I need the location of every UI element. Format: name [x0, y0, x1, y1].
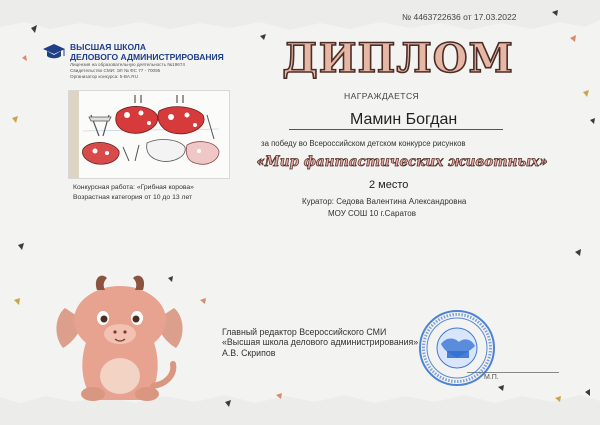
- editor-signature-block: [222, 327, 418, 358]
- organization-credentials: [70, 62, 185, 81]
- organization-name-line2: ДЕЛОВОГО АДМИНИСТРИРОВАНИЯ: [70, 52, 224, 62]
- certificate-serial-number: № 4463722636 от 17.03.2022: [402, 12, 517, 22]
- contest-name-text: «Мир фантастических животных»: [256, 154, 548, 170]
- school-name: МОУ СОШ 10 г.Саратов: [328, 209, 416, 218]
- curator-name: Куратор: Седова Валентина Александровна: [302, 197, 467, 206]
- organization-name-line1: ВЫСШАЯ ШКОЛА: [70, 42, 146, 52]
- award-place: 2 место: [369, 179, 409, 191]
- editor-organization-line: «Высшая школа делового администрирования»: [222, 337, 419, 348]
- editor-title-line: Главный редактор Всероссийского СМИ: [222, 327, 387, 337]
- mushroom-cow-drawing: [69, 91, 229, 178]
- organizer-line: Организатор конкурса: 5-BA.RU: [70, 74, 138, 80]
- organization-seal-stamp: [417, 308, 497, 388]
- organization-name: [70, 42, 224, 62]
- recipient-name: Мамин Богдан: [350, 111, 458, 128]
- media-registration-line: Свидетельство СМИ: ЭЛ № ФС 77 - 70095: [70, 68, 161, 74]
- diploma-title-text: ДИПЛОМ: [282, 35, 514, 82]
- contest-name-heading: [256, 150, 548, 172]
- artwork-age-category: Возрастная категория от 10 до 13 лет: [73, 194, 193, 201]
- award-occasion: за победу во Всероссийском детском конкурсе рисунков: [261, 139, 466, 148]
- artwork-title: Конкурсная работа: «Грибная корова»: [73, 184, 194, 191]
- stamp-place-mark: М.П.: [484, 374, 499, 381]
- license-line: Лицензия на образовательную деятельность №19674: [70, 62, 185, 67]
- artwork-caption: [73, 183, 194, 203]
- awarded-label: НАГРАЖДАЕТСЯ: [344, 91, 420, 101]
- recipient-underline: [289, 129, 503, 130]
- diploma-title-heading: [282, 28, 514, 88]
- cartoon-dragon-illustration: [47, 268, 192, 408]
- graduation-cap-logo-icon: [42, 42, 66, 62]
- editor-name: А.В. Скрипов: [222, 347, 276, 358]
- contest-artwork-image: [68, 90, 230, 179]
